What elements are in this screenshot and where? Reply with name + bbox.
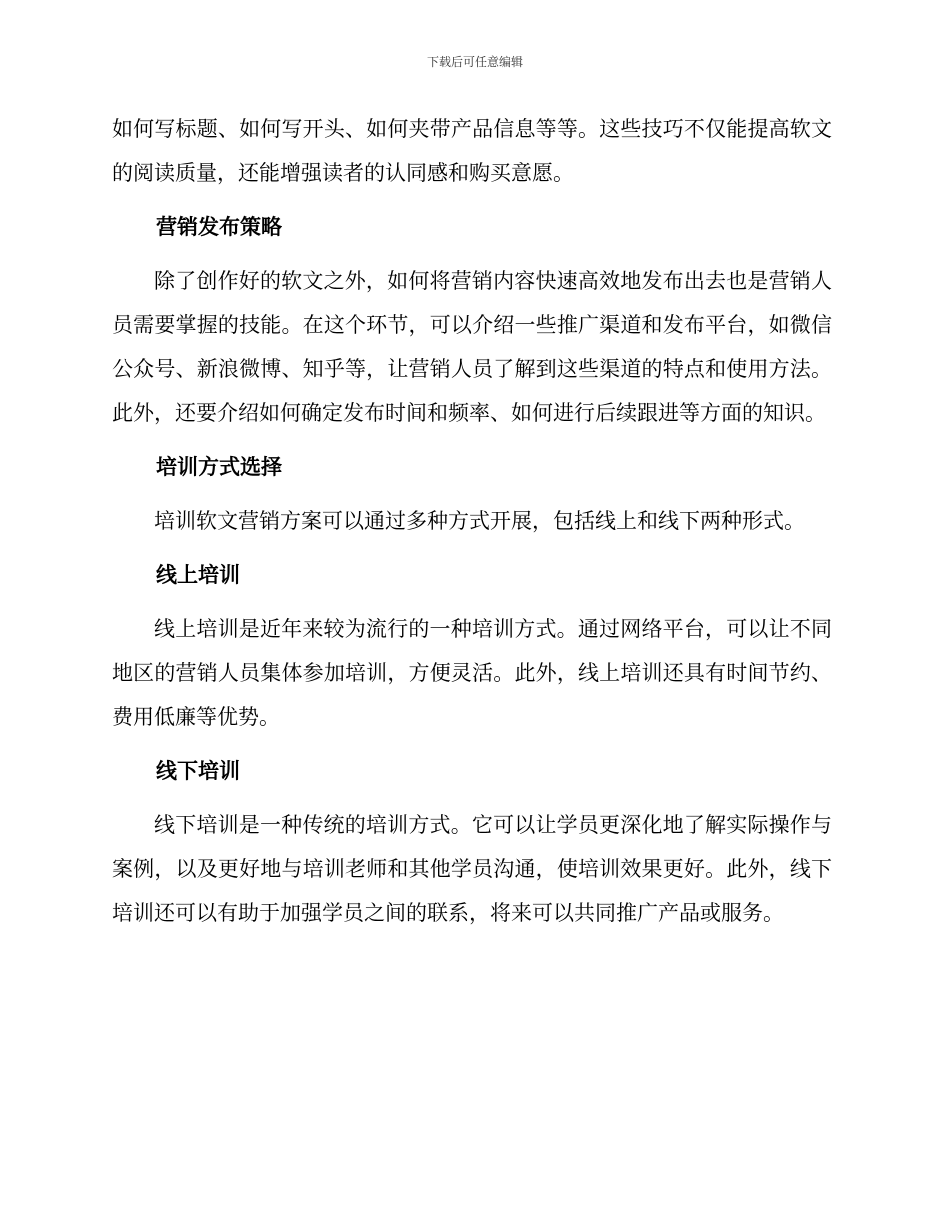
heading-training-method: 培训方式选择 xyxy=(156,455,282,479)
paragraph-intro: 如何写标题、如何写开头、如何夹带产品信息等等。这些技巧不仅能提高软文的阅读质量，还能增强读者的认同感和购买意愿。 xyxy=(112,117,832,185)
heading-online-training: 线上培训 xyxy=(156,563,240,587)
paragraph-training-method: 培训软文营销方案可以通过多种方式开展，包括线上和线下两种形式。 xyxy=(154,509,805,533)
heading-offline-training: 线下培训 xyxy=(156,759,240,783)
page-header-note: 下载后可任意编辑 xyxy=(426,55,523,69)
heading-publish-strategy: 营销发布策略 xyxy=(156,215,282,239)
document-body xyxy=(112,107,832,935)
paragraph-offline-training: 线下培训是一种传统的培训方式。它可以让学员更深化地了解实际操作与案例，以及更好地与培训老师和其他学员沟通，使培训效果更好。此外，线下培训还可以有助于加强学员之间的联系，将来可以共同推广产品或服务。 xyxy=(112,813,832,925)
paragraph-online-training: 线上培训是近年来较为流行的一种培训方式。通过网络平台，可以让不同地区的营销人员集体参加培训，方便灵活。此外，线上培训还具有时间节约、费用低廉等优势。 xyxy=(112,617,832,729)
paragraph-publish-strategy: 除了创作好的软文之外，如何将营销内容快速高效地发布出去也是营销人员需要掌握的技能。在这个环节，可以介绍一些推广渠道和发布平台，如微信公众号、新浪微博、知乎等，让营销人员了解到这些渠道的特点和使用方法。此外，还要介绍如何确定发布时间和频率、如何进行后续跟进等方面的知识。 xyxy=(112,269,832,425)
